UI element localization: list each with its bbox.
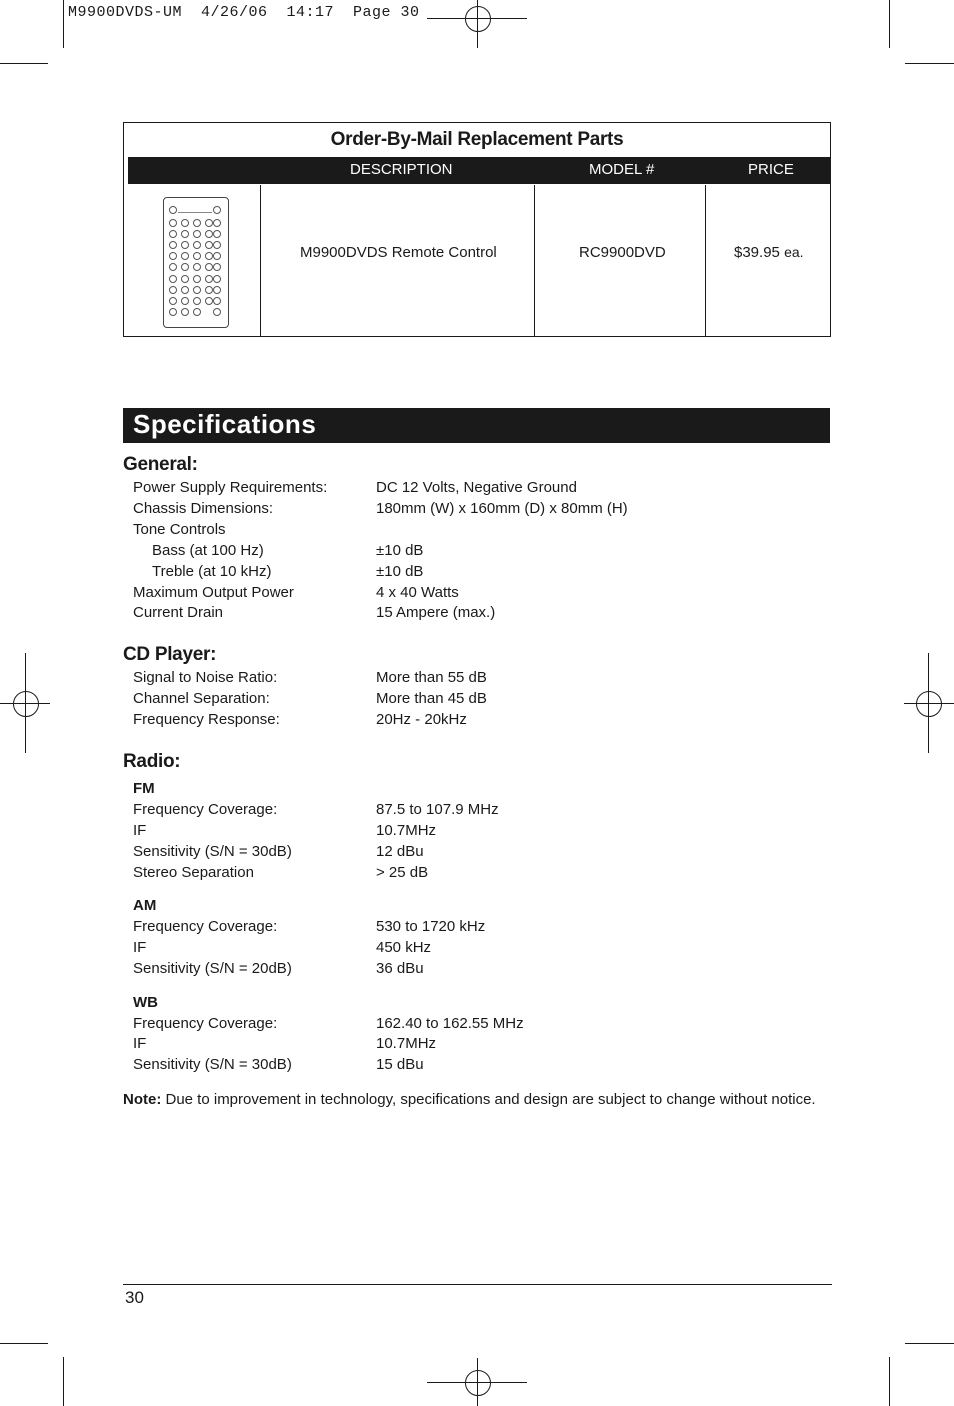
replacement-parts-table bbox=[123, 122, 831, 337]
fm-label: FM bbox=[133, 780, 155, 797]
wb-label: WB bbox=[133, 994, 158, 1011]
remote-control-image bbox=[163, 197, 229, 328]
part-price: $39.95 ea. bbox=[734, 244, 804, 261]
page-number: 30 bbox=[125, 1288, 144, 1307]
am-label: AM bbox=[133, 897, 157, 914]
footer-rule bbox=[123, 1284, 832, 1285]
general-heading: General: bbox=[123, 454, 198, 475]
parts-title: Order-By-Mail Replacement Parts bbox=[330, 129, 624, 150]
specifications-title: Specifications bbox=[133, 409, 317, 439]
print-header: M9900DVDS-UM 4/26/06 14:17 Page 30 bbox=[68, 4, 420, 21]
column-description: DESCRIPTION bbox=[350, 161, 453, 178]
parts-header-row bbox=[128, 157, 830, 184]
note-label: Note: bbox=[123, 1091, 162, 1108]
column-model: MODEL # bbox=[589, 161, 655, 178]
radio-heading: Radio: bbox=[123, 751, 181, 772]
note-text: Due to improvement in technology, specifications and design are subject to change without notice. bbox=[161, 1091, 816, 1108]
part-model: RC9900DVD bbox=[579, 244, 666, 261]
note bbox=[123, 1091, 816, 1108]
part-description: M9900DVDS Remote Control bbox=[300, 244, 497, 261]
cd-player-heading: CD Player: bbox=[123, 644, 217, 665]
specifications-title-bar bbox=[123, 408, 830, 443]
column-price: PRICE bbox=[748, 161, 794, 178]
